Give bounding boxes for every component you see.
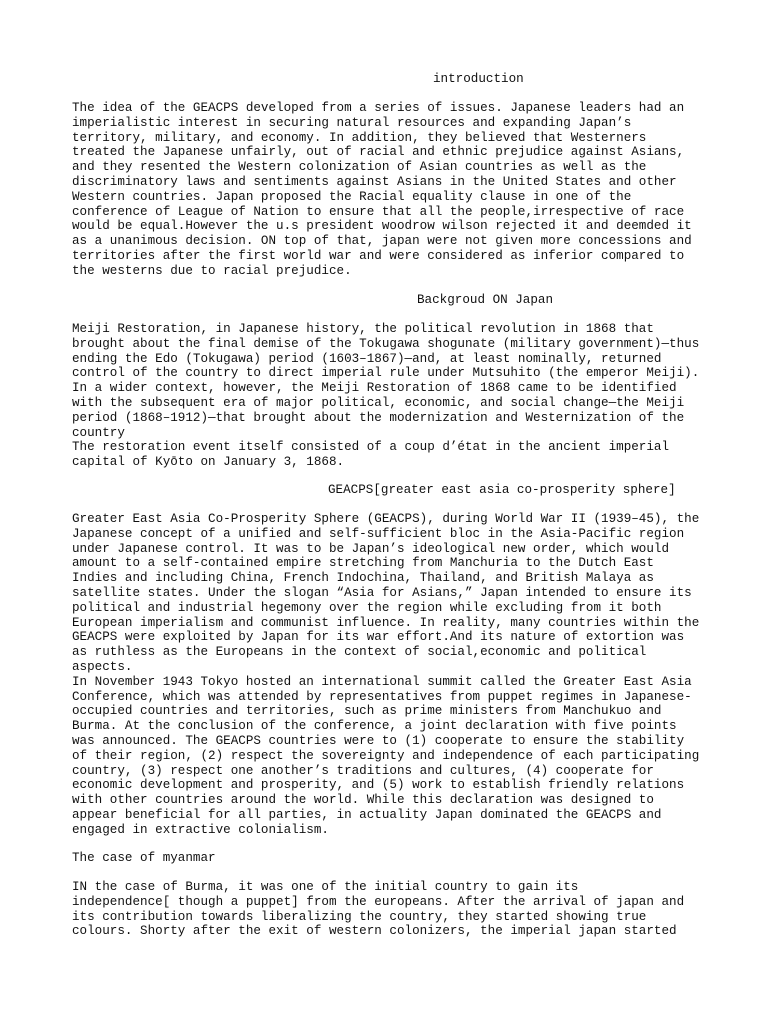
geacps-line: of their region, (2) respect the sovereignty and independence of each participating — [72, 748, 700, 763]
background-line: ending the Edo (Tokugawa) period (1603–1867)—and, at least nominally, returned — [72, 351, 662, 366]
geacps-line: GEACPS were exploited by Japan for its war effort.And its nature of extortion was — [72, 630, 685, 645]
background-line: with the subsequent era of major political, economic, and social change—the Meiji — [72, 396, 685, 410]
background-line: The restoration event itself consisted of a coup d’état in the ancient imperial — [72, 440, 670, 455]
background-line: brought about the final demise of the Tokugawa shogunate (military government)—thus — [72, 336, 700, 351]
heading-geacps: GEACPS[greater east asia co-prosperity sphere] — [328, 483, 676, 497]
geacps-line: occupied countries and territories, such as prime ministers from Manchukuo and — [72, 704, 662, 719]
geacps-line: as ruthless as the Europeans in the context of social,economic and political — [72, 645, 647, 660]
background-line: period (1868–1912)—that brought about the modernization and Westernization of the — [72, 410, 685, 425]
background-line: control of the country to direct imperial rule under Mutsuhito (the emperor Meiji). — [72, 366, 700, 381]
geacps-line: Japanese concept of a unified and self-sufficient bloc in the Asia-Pacific region — [72, 526, 685, 541]
intro-line: the westerns due to racial prejudice. — [72, 263, 352, 278]
heading-myanmar: The case of myanmar — [72, 851, 216, 865]
geacps-line: was announced. The GEACPS countries were to (1) cooperate to ensure the stability — [72, 734, 685, 748]
geacps-line: under Japanese control. It was to be Japan’s ideological new order, which would — [72, 541, 670, 556]
intro-line: treated the Japanese unfairly, out of racial and ethnic prejudice against Asians, — [72, 145, 685, 160]
geacps-line: aspects. — [72, 660, 133, 674]
geacps-line: Greater East Asia Co-Prosperity Sphere (GEACPS), during World War II (1939–45), the — [72, 512, 700, 526]
intro-line: Western countries. Japan proposed the Racial equality clause in one of the — [72, 189, 632, 204]
geacps-line: with other countries around the world. While this declaration was designed to — [72, 793, 654, 808]
geacps-line: political and industrial hegemony over the region while excluding from it both — [72, 600, 662, 615]
myanmar-line: colours. Shorty after the exit of western colonizers, the imperial japan started — [72, 924, 677, 939]
geacps-line: Indies and including China, French Indochina, Thailand, and British Malaya as — [72, 571, 654, 586]
intro-line: and they resented the Western colonization of Asian countries as well as the — [72, 160, 647, 175]
intro-line: imperialistic interest in securing natural resources and expanding Japan’s — [72, 115, 632, 130]
geacps-line: Conference, which was attended by representatives from puppet regimes in Japanese- — [72, 689, 692, 704]
geacps-line: country, (3) respect one another’s traditions and cultures, (4) cooperate for — [72, 763, 654, 778]
geacps-line: engaged in extractive colonialism. — [72, 822, 329, 837]
myanmar-line: its contribution towards liberalizing the country, they started showing true — [72, 909, 647, 924]
myanmar-line: independence[ though a puppet] from the europeans. After the arrival of japan and — [72, 894, 685, 909]
myanmar-line: IN the case of Burma, it was one of the initial country to gain its — [72, 880, 579, 894]
intro-line: territory, military, and economy. In addition, they believed that Westerners — [72, 130, 647, 145]
geacps-line: satellite states. Under the slogan “Asia for Asians,” Japan intended to ensure its — [72, 586, 692, 600]
intro-line: The idea of the GEACPS developed from a series of issues. Japanese leaders had an — [72, 101, 685, 115]
geacps-line: economic development and prosperity, and (5) work to establish friendly relations — [72, 778, 685, 793]
intro-line: conference of League of Nation to ensure that all the people,irrespective of race — [72, 204, 685, 219]
geacps-line: appear beneficial for all parties, in actuality Japan dominated the GEACPS and — [72, 808, 662, 822]
intro-line: territories after the first world war and were considered as inferior compared to — [72, 249, 685, 263]
geacps-line: In November 1943 Tokyo hosted an international summit called the Greater East Asia — [72, 674, 692, 689]
intro-line: discriminatory laws and sentiments against Asians in the United States and other — [72, 175, 677, 189]
background-line: Meiji Restoration, in Japanese history, the political revolution in 1868 that — [72, 322, 654, 336]
intro-line: as a unanimous decision. ON top of that, japan were not given more concessions and — [72, 234, 692, 249]
geacps-line: Burma. At the conclusion of the conference, a joint declaration with five points — [72, 719, 677, 734]
background-line: In a wider context, however, the Meiji Restoration of 1868 came to be identified — [72, 381, 677, 396]
geacps-line: European imperialism and communist influence. In reality, many countries within the — [72, 615, 700, 630]
geacps-line: amount to a self-contained empire stretching from Manchuria to the Dutch East — [72, 556, 654, 571]
background-line: country — [72, 425, 125, 440]
heading-background: Backgroud ON Japan — [417, 293, 554, 307]
background-line: capital of Kyōto on January 3, 1868. — [72, 455, 345, 470]
heading-introduction: introduction — [433, 72, 524, 86]
intro-line: would be equal.However the u.s president woodrow wilson rejected it and deemded it — [72, 219, 692, 234]
